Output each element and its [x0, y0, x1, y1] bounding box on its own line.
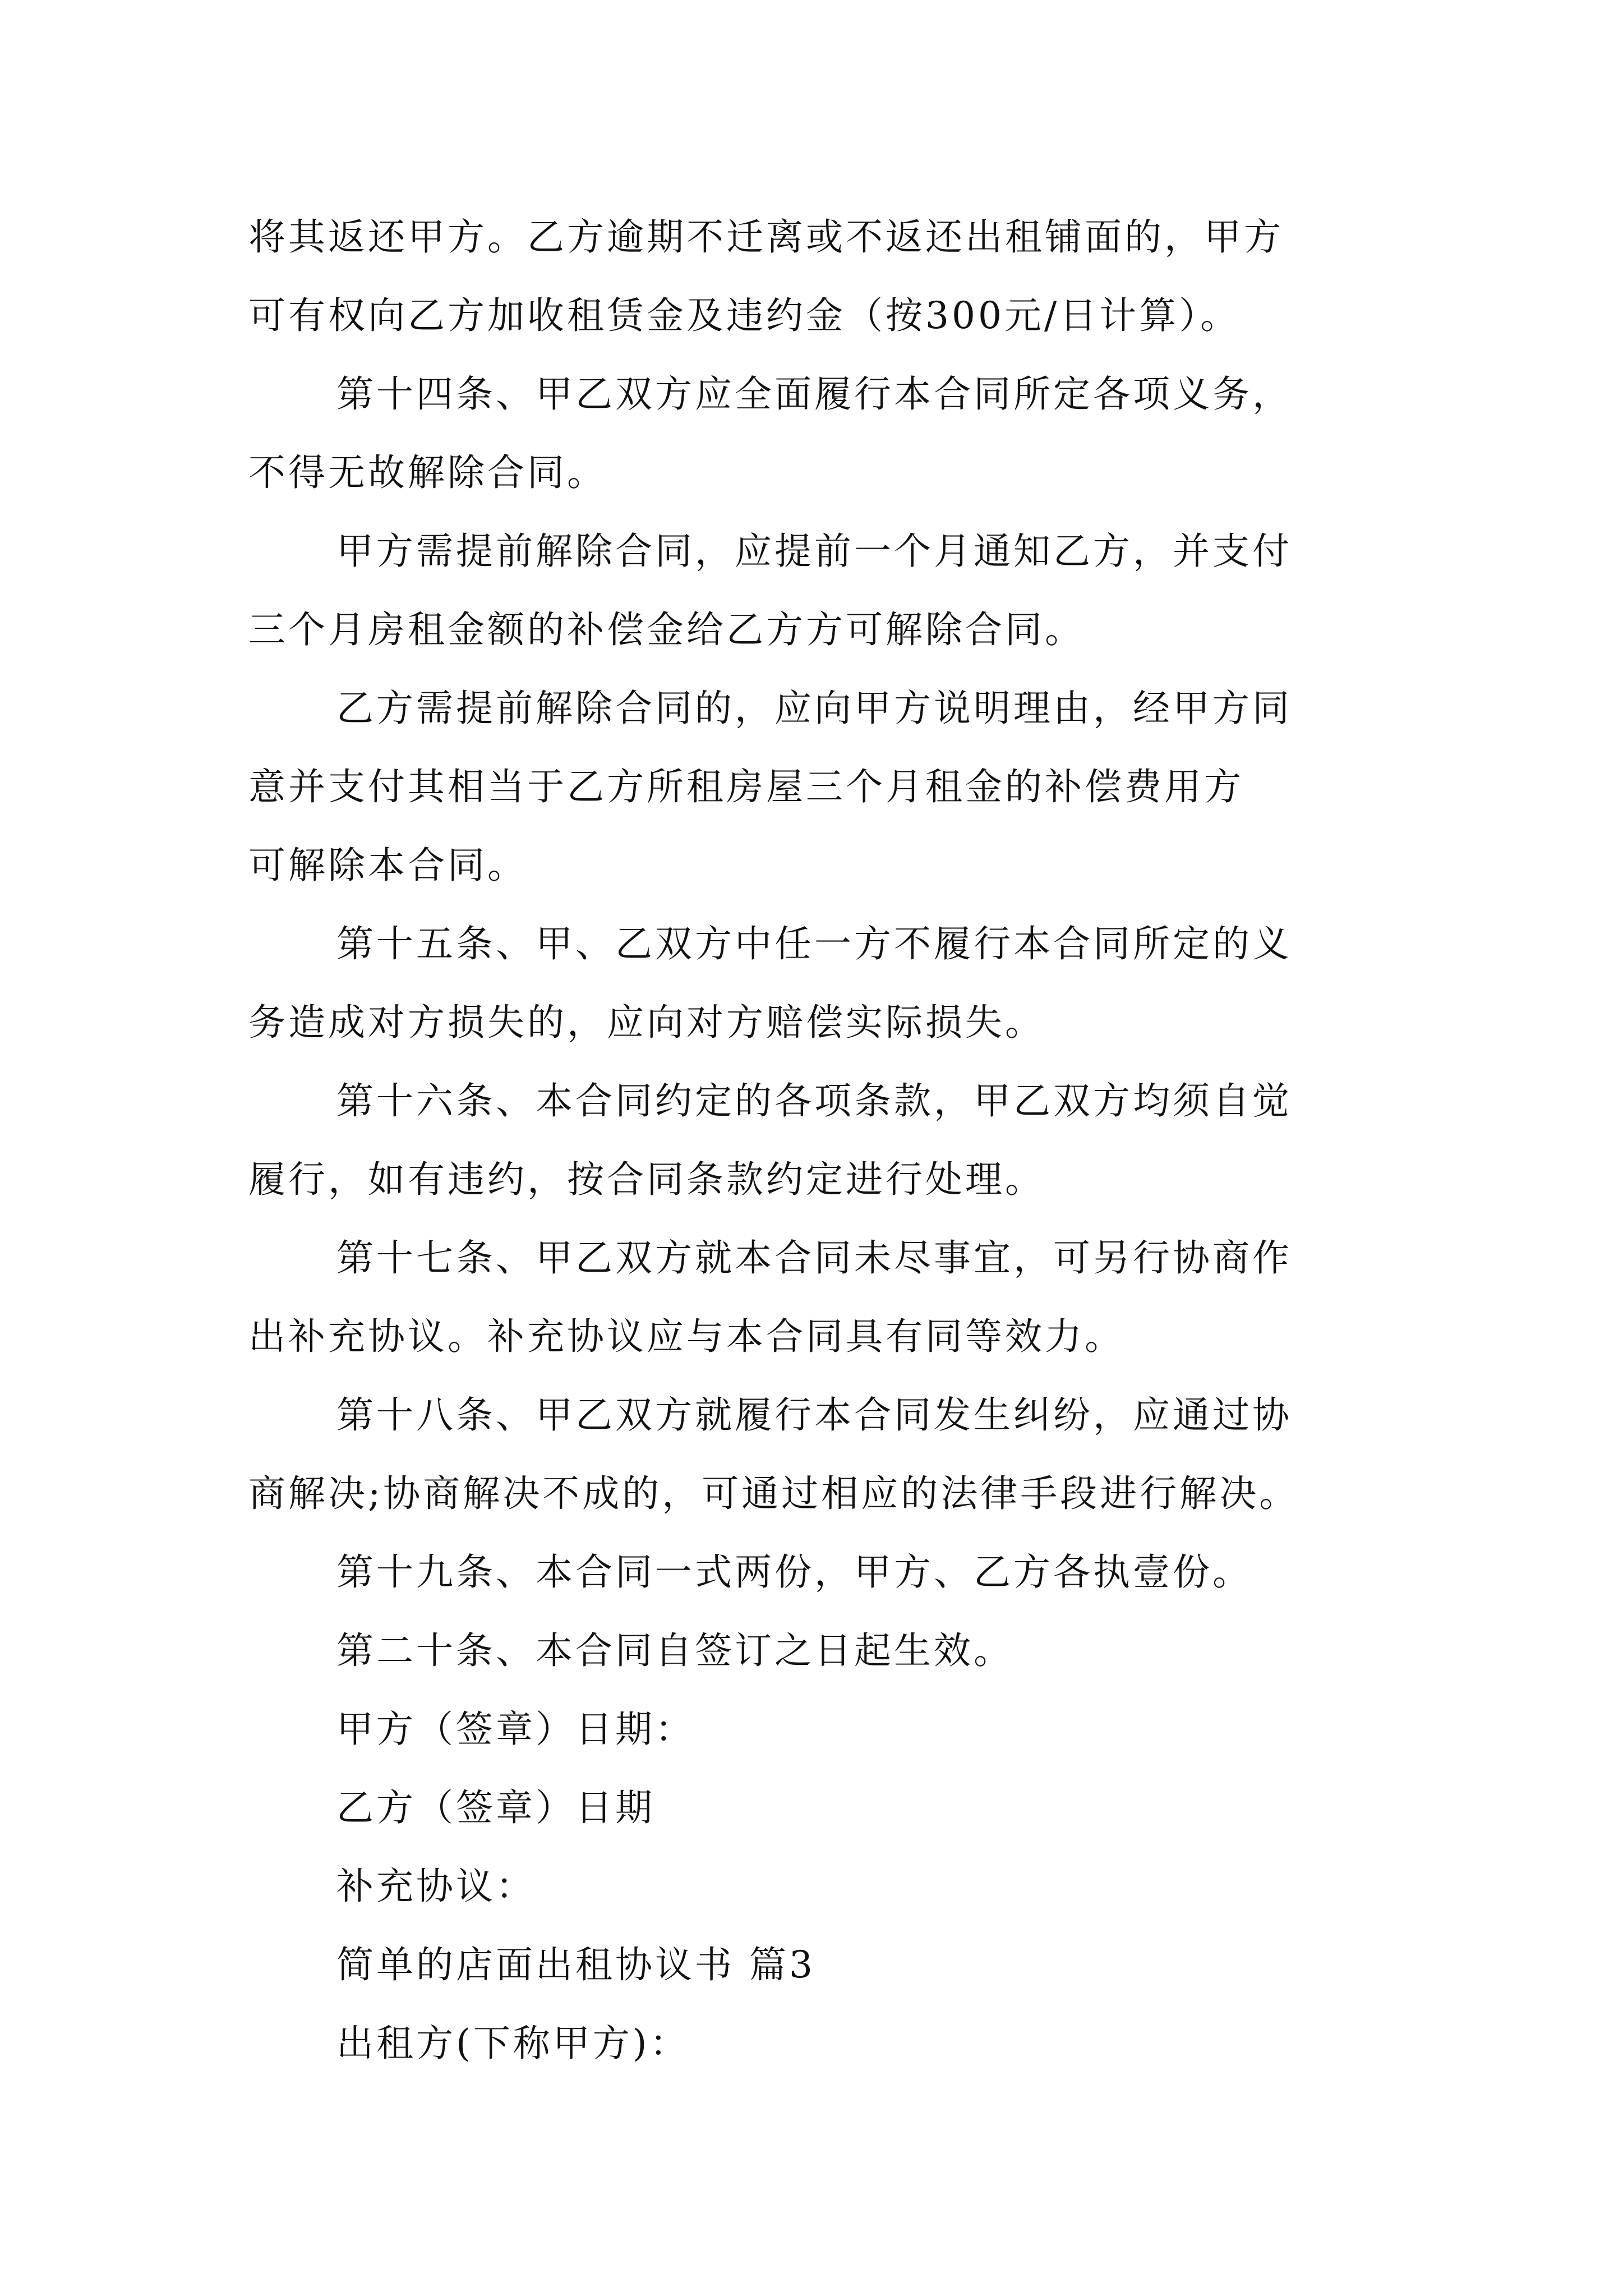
text-line-8: 意并支付其相当于乙方所租房屋三个月租金的补偿费用方	[248, 765, 1244, 808]
text-line-2: 可有权向乙方加收租赁金及违约金（按300元/日计算）。	[248, 294, 1241, 337]
text-line-7: 乙方需提前解除合同的，应向甲方说明理由，经甲方同	[336, 687, 1292, 730]
text-line-24: 出租方(下称甲方)：	[336, 2022, 690, 2065]
text-line-3: 第十四条、甲乙双方应全面履行本合同所定各项义务，	[336, 372, 1292, 416]
text-line-5: 甲方需提前解除合同，应提前一个月通知乙方，并支付	[336, 530, 1292, 573]
text-line-14: 第十七条、甲乙双方就本合同未尽事宜，可另行协商作	[336, 1236, 1292, 1280]
text-line-6: 三个月房租金额的补偿金给乙方方可解除合同。	[248, 608, 1085, 651]
text-line-19: 第二十条、本合同自签订之日起生效。	[336, 1629, 1013, 1672]
text-line-16: 第十八条、甲乙双方就履行本合同发生纠纷，应通过协	[336, 1393, 1292, 1437]
text-line-23: 简单的店面出租协议书 篇3	[336, 1943, 815, 1986]
text-line-20: 甲方（签章）日期：	[336, 1708, 695, 1751]
text-line-4: 不得无故解除合同。	[248, 451, 607, 494]
text-line-22: 补充协议：	[336, 1865, 536, 1908]
text-line-15: 出补充协议。补充协议应与本合同具有同等效力。	[248, 1315, 1124, 1358]
text-line-18: 第十九条、本合同一式两份，甲方、乙方各执壹份。	[336, 1550, 1252, 1594]
text-line-12: 第十六条、本合同约定的各项条款，甲乙双方均须自觉	[336, 1079, 1292, 1122]
text-line-11: 务造成对方损失的，应向对方赔偿实际损失。	[248, 1001, 1045, 1044]
text-line-9: 可解除本合同。	[248, 844, 527, 887]
text-line-1: 将其返还甲方。乙方逾期不迁离或不返还出租铺面的，甲方	[248, 215, 1284, 259]
text-line-17: 商解决;协商解决不成的，可通过相应的法律手段进行解决。	[248, 1472, 1299, 1515]
text-line-10: 第十五条、甲、乙双方中任一方不履行本合同所定的义	[336, 922, 1292, 965]
text-line-21: 乙方（签章）日期	[336, 1786, 655, 1829]
text-line-13: 履行，如有违约，按合同条款约定进行处理。	[248, 1158, 1045, 1201]
